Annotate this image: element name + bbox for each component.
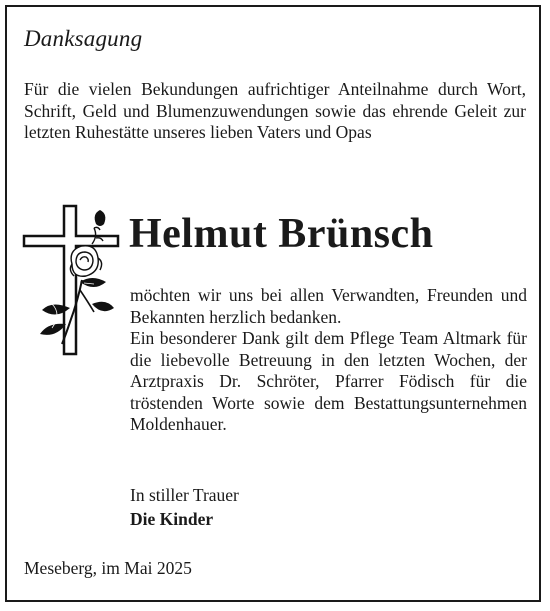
notice-heading: Danksagung [24,26,143,51]
deceased-name: Helmut Brünsch [129,211,434,257]
cross-with-rose-icon [22,204,122,364]
thanks-text-block [130,285,527,436]
intro-text: Für die vielen Bekundungen aufrichtiger Anteilnahme durch Wort, Schrift, Geld und Blumenzuwendungen sowie das ehrende Geleit zur letzten Ruhestätte unseres lieben Vaters und Opas [24,79,526,142]
place-date: Meseberg, im Mai 2025 [24,558,192,578]
signature-intro: In stiller Trauer [130,485,239,505]
thanks-paragraph: möchten wir uns bei allen Verwandten, Freunden und Bekannten herzlich bedanken. [130,285,527,327]
signature-name: Die Kinder [130,509,214,529]
special-thanks-paragraph: Ein besonderer Dank gilt dem Pflege Team Altmark für die liebevolle Betreuung in den letzten Wochen, der Arztpraxis Dr. Schröter, Pfarrer Födisch für die tröstenden Worte sowie dem Bestattungsunternehmen Moldenhauer. [130,328,527,434]
